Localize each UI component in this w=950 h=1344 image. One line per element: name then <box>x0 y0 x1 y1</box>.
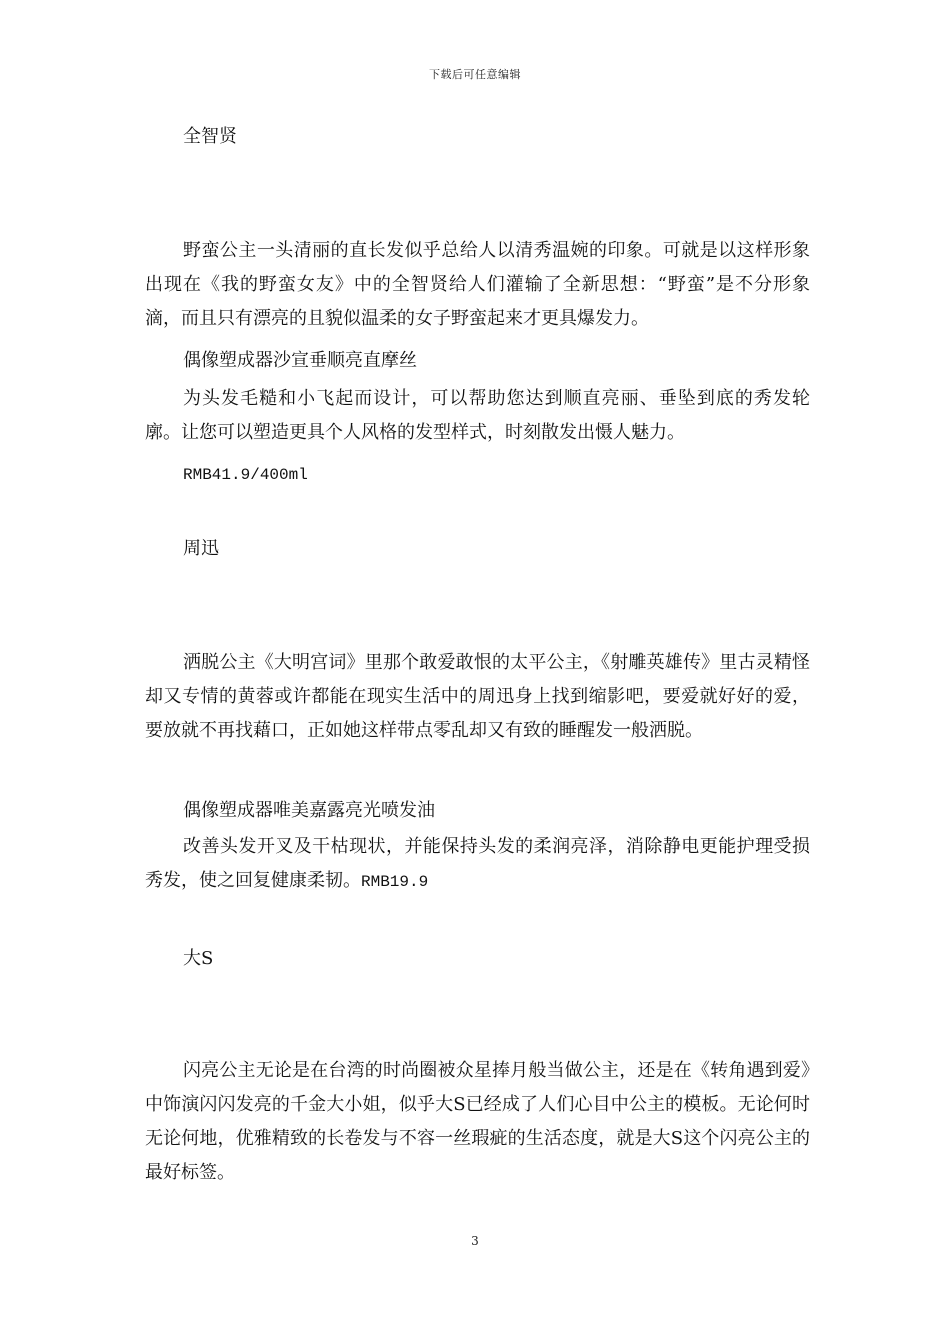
section-title: 大S <box>183 948 214 969</box>
product-description <box>145 382 810 450</box>
section-description <box>145 646 810 748</box>
description-text: 野蛮公主一头清丽的直长发似乎总给人以清秀温婉的印象。可就是以这样形象出现在《我的野蛮女友》中的全智贤给人们灌输了全新思想：“野蛮”是不分形象滴，而且只有漂亮的且貌似温柔的女子野蛮起来才更具爆发力。 <box>145 240 810 329</box>
section-description <box>145 234 810 336</box>
product-name: 偶像塑成器沙宣垂顺亮直摩丝 <box>183 350 417 371</box>
product-price: RMB19.9 <box>361 873 429 891</box>
description-text: 闪亮公主无论是在台湾的时尚圈被众星捧月般当做公主，还是在《转角遇到爱》中饰演闪闪发亮的千金大小姐，似乎大S已经成了人们心目中公主的模板。无论何时无论何地，优雅精致的长卷发与不容一丝瑕疵的生活态度，就是大S这个闪亮公主的最好标签。 <box>145 1060 810 1183</box>
product-description-text: 改善头发开叉及干枯现状，并能保持头发的柔润亮泽，消除静电更能护理受损秀发，使之回复健康柔韧。RMB19.9 <box>145 836 810 891</box>
product-description-text: 为头发毛糙和小飞起而设计，可以帮助您达到顺直亮丽、垂坠到底的秀发轮廓。让您可以塑造更具个人风格的发型样式，时刻散发出慑人魅力。 <box>145 388 810 443</box>
section-description <box>145 1054 810 1190</box>
page-header: 下载后可任意编辑 <box>429 68 521 81</box>
page-number: 3 <box>471 1234 479 1248</box>
product-name: 偶像塑成器唯美嘉露亮光喷发油 <box>183 800 435 821</box>
product-price: RMB41.9/400ml <box>183 466 308 484</box>
description-text: 洒脱公主《大明宫词》里那个敢爱敢恨的太平公主，《射雕英雄传》里古灵精怪却又专情的黄蓉或许都能在现实生活中的周迅身上找到缩影吧，要爱就好好的爱，要放就不再找藉口，正如她这样带点零乱却又有致的睡醒发一般洒脱。 <box>145 652 810 741</box>
product-description <box>145 830 810 899</box>
section-title: 全智贤 <box>183 126 237 147</box>
section-title: 周迅 <box>183 538 219 559</box>
